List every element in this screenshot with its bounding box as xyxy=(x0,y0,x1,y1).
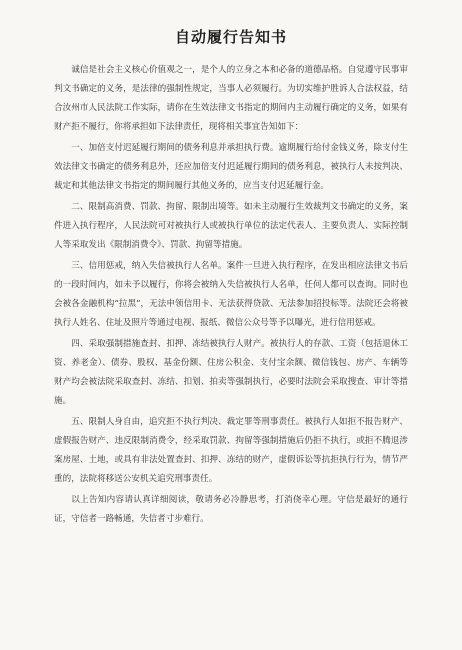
paragraph-4-asset-seizure: 四、采取强制措施查封、扣押、冻结被执行人财产。被执行人的存款、工资（包括退休工资、养老金）、债券、股权、基金份额、住房公积金、支付宝余额、微信钱包、房产、车辆等财产均会被法院采取查封、冻结、扣划、拍卖等强制执行，必要时法院会采取搜查、审计等措施。 xyxy=(54,339,408,406)
document-title: 自动履行告知书 xyxy=(174,28,287,46)
paragraph-1-interest: 一、加倍支付迟延履行期间的债务利息并承担执行费。逾期履行给付金钱义务，除支付生效法律文书确定的债务利息外，还应加倍支付迟延履行期间的债务利息，被执行人未按判决、裁定和其他法律文书指定的期间履行其他义务的，应当支付迟延履行金。 xyxy=(54,143,408,191)
paragraph-closing: 以上告知内容请认真详细阅读，敬请务必冷静思考，打消侥幸心理。守信是最好的通行证，守信者一路畅通，失信者寸步难行。 xyxy=(54,495,408,524)
paragraph-intro: 诚信是社会主义核心价值观之一，是个人的立身之本和必备的道德品格。自觉遵守民事审判文书确定的义务，是法律的强制性规定，当事人必须履行。为切实维护胜诉人合法权益，结合汝州市人民法院工作实际，请你在生效法律文书指定的期间内主动履行确定的义务，如果有财产拒不履行，你将承担如下法律责任，现将相关事宜告知如下： xyxy=(54,65,408,132)
paragraph-3-credit-blacklist: 三、信用惩戒，纳入失信被执行人名单。案件一旦进入执行程序，在发出相应法律文书后的一段时间内，如未予以履行，你将会被纳入失信被执行人名单，任何人都可以查询。同时也会被各金融机构“拉黑”，无法申领信用卡、无法获得贷款、无法参加招投标等。法院还会将被执行人姓名、住址及照片等通过电视、报纸、微信公众号等予以曝光，进行信用惩戒。 xyxy=(54,261,408,328)
paragraph-5-criminal-liability: 五、限制人身自由，追究拒不执行判决、裁定罪等刑事责任。被执行人如拒不报告财产、虚假报告财产、违反限制消费令，经采取罚款、拘留等强制措施后仍拒不执行，或拒不腾退涉案房屋、土地，或具有非法处置查封、扣押、冻结的财产，虚假诉讼等抗拒执行行为，情节严重的，法院将移送公安机关追究刑事责任。 xyxy=(54,417,408,484)
paragraph-2-restrictions: 二、限制高消费、罚款、拘留、限制出境等。如未主动履行生效裁判文书确定的义务，案件进入执行程序，人民法院可对被执行人或被执行单位的法定代表人、主要负责人、实际控制人等采取发出《限制消费令》、罚款、拘留等措施。 xyxy=(54,202,408,250)
